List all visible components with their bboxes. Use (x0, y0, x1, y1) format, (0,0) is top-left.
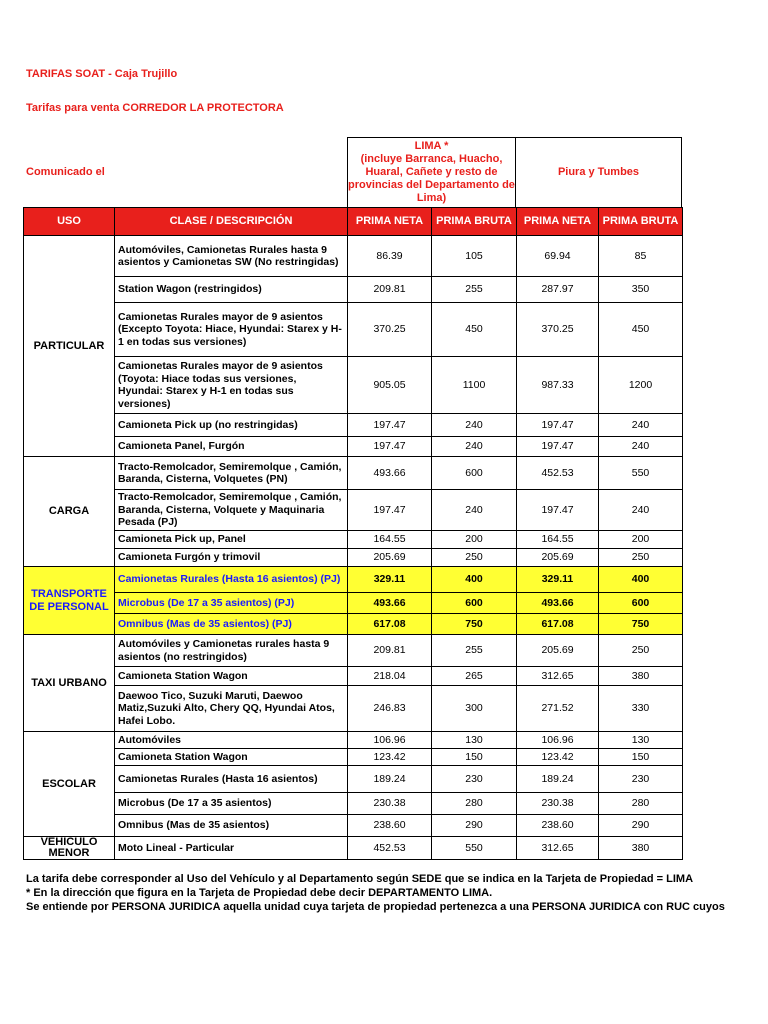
table-row (24, 749, 683, 766)
lima-prima-neta-cell: 230.38 (348, 793, 432, 815)
lima-prima-bruta-cell: 300 (432, 686, 517, 732)
footnote: La tarifa debe corresponder al Uso del Vehículo y al Departamento según SEDE que se indica en la Tarjeta de Propiedad = LIMA (26, 873, 694, 885)
page-subtitle: Tarifas para venta CORREDOR LA PROTECTORA (26, 102, 284, 114)
piura-prima-bruta-cell: 450 (599, 303, 683, 357)
col-header-lima-bruta: PRIMA BRUTA (432, 208, 517, 236)
lima-prima-bruta-cell: 255 (432, 277, 517, 303)
lima-prima-bruta-cell: 150 (432, 749, 517, 766)
desc-cell: Camionetas Rurales (Hasta 16 asientos) (PJ) (115, 567, 348, 593)
lima-prima-bruta-cell: 240 (432, 490, 517, 531)
lima-title: LIMA * (414, 140, 449, 152)
lima-prima-neta-cell: 493.66 (348, 593, 432, 614)
lima-prima-neta-cell: 370.25 (348, 303, 432, 357)
piura-prima-bruta-cell: 380 (599, 837, 683, 860)
lima-prima-bruta-cell: 130 (432, 732, 517, 749)
table-row (24, 614, 683, 635)
lima-prima-bruta-cell: 240 (432, 414, 517, 437)
table-header-row (24, 208, 683, 236)
uso-cell: VEHICULO MENOR (24, 837, 115, 860)
lima-prima-neta-cell: 218.04 (348, 667, 432, 686)
piura-prima-bruta-cell: 750 (599, 614, 683, 635)
desc-cell: Moto Lineal - Particular (115, 837, 348, 860)
footnote: * En la dirección que figura en la Tarjeta de Propiedad debe decir DEPARTAMENTO LIMA. (26, 887, 493, 899)
piura-prima-neta-cell: 312.65 (517, 667, 599, 686)
piura-prima-neta-cell: 106.96 (517, 732, 599, 749)
piura-prima-neta-cell: 617.08 (517, 614, 599, 635)
desc-cell: Microbus (De 17 a 35 asientos) (PJ) (115, 593, 348, 614)
piura-region-header: Piura y Tumbes (516, 137, 682, 207)
piura-prima-neta-cell: 123.42 (517, 749, 599, 766)
desc-cell: Camionetas Rurales (Hasta 16 asientos) (115, 766, 348, 793)
lima-prima-neta-cell: 164.55 (348, 531, 432, 549)
desc-cell: Camioneta Station Wagon (115, 749, 348, 766)
piura-prima-bruta-cell: 400 (599, 567, 683, 593)
footnotes (26, 872, 746, 914)
piura-prima-bruta-cell: 230 (599, 766, 683, 793)
desc-cell: Automóviles y Camionetas rurales hasta 9 asientos (no restringidos) (115, 635, 348, 667)
piura-prima-neta-cell: 230.38 (517, 793, 599, 815)
piura-prima-bruta-cell: 240 (599, 437, 683, 457)
desc-cell: Camionetas Rurales mayor de 9 asientos (Toyota: Hiace todas sus versiones, Hyundai: Starex y H-1 en todas sus versiones) (115, 357, 348, 414)
piura-prima-neta-cell: 987.33 (517, 357, 599, 414)
lima-prima-bruta-cell: 1100 (432, 357, 517, 414)
piura-prima-neta-cell: 493.66 (517, 593, 599, 614)
lima-prima-bruta-cell: 600 (432, 593, 517, 614)
lima-prima-bruta-cell: 290 (432, 815, 517, 837)
lima-prima-neta-cell: 617.08 (348, 614, 432, 635)
table-row (24, 531, 683, 549)
lima-prima-bruta-cell: 255 (432, 635, 517, 667)
col-header-uso: USO (24, 208, 115, 236)
lima-prima-neta-cell: 246.83 (348, 686, 432, 732)
uso-cell: TRANSPORTE DE PERSONAL (24, 567, 115, 635)
desc-cell: Daewoo Tico, Suzuki Maruti, Daewoo Matiz,Suzuki Alto, Chery QQ, Hyundai Atos, Hafei Lobo. (115, 686, 348, 732)
lima-prima-bruta-cell: 200 (432, 531, 517, 549)
lima-prima-neta-cell: 197.47 (348, 437, 432, 457)
table-row (24, 567, 683, 593)
table-row (24, 490, 683, 531)
table-row (24, 593, 683, 614)
table-row (24, 793, 683, 815)
lima-region-header (347, 137, 516, 207)
footnote: Se entiende por PERSONA JURIDICA aquella unidad cuya tarjeta de propiedad pertenezca a una PERSONA JURIDICA con RUC cuyos (26, 901, 725, 913)
lima-prima-bruta-cell: 450 (432, 303, 517, 357)
table-row (24, 437, 683, 457)
desc-cell: Station Wagon (restringidos) (115, 277, 348, 303)
table-row (24, 414, 683, 437)
col-header-piura-neta: PRIMA NETA (517, 208, 599, 236)
lima-prima-bruta-cell: 750 (432, 614, 517, 635)
uso-cell: CARGA (24, 457, 115, 567)
lima-prima-bruta-cell: 250 (432, 549, 517, 567)
piura-prima-bruta-cell: 1200 (599, 357, 683, 414)
lima-prima-bruta-cell: 265 (432, 667, 517, 686)
piura-prima-bruta-cell: 250 (599, 635, 683, 667)
lima-prima-bruta-cell: 600 (432, 457, 517, 490)
piura-prima-neta-cell: 164.55 (517, 531, 599, 549)
desc-cell: Automóviles (115, 732, 348, 749)
desc-cell: Automóviles, Camionetas Rurales hasta 9 asientos y Camionetas SW (No restringidas) (115, 236, 348, 277)
piura-prima-neta-cell: 370.25 (517, 303, 599, 357)
piura-prima-neta-cell: 69.94 (517, 236, 599, 277)
desc-cell: Camioneta Pick up, Panel (115, 531, 348, 549)
piura-prima-neta-cell: 312.65 (517, 837, 599, 860)
desc-cell: Tracto-Remolcador, Semiremolque , Camión, Baranda, Cisterna, Volquete y Maquinaria Pesada (PJ) (115, 490, 348, 531)
desc-cell: Microbus (De 17 a 35 asientos) (115, 793, 348, 815)
piura-prima-bruta-cell: 280 (599, 793, 683, 815)
lima-prima-neta-cell: 209.81 (348, 635, 432, 667)
piura-prima-neta-cell: 197.47 (517, 414, 599, 437)
desc-cell: Tracto-Remolcador, Semiremolque , Camión, Baranda, Cisterna, Volquetes (PN) (115, 457, 348, 490)
table-row (24, 236, 683, 277)
piura-prima-bruta-cell: 150 (599, 749, 683, 766)
table-row (24, 357, 683, 414)
lima-prima-neta-cell: 197.47 (348, 414, 432, 437)
piura-prima-bruta-cell: 240 (599, 414, 683, 437)
table-row (24, 457, 683, 490)
desc-cell: Camioneta Pick up (no restringidas) (115, 414, 348, 437)
table-row (24, 732, 683, 749)
piura-prima-bruta-cell: 550 (599, 457, 683, 490)
piura-prima-bruta-cell: 600 (599, 593, 683, 614)
lima-prima-neta-cell: 452.53 (348, 837, 432, 860)
table-row (24, 635, 683, 667)
lima-prima-neta-cell: 197.47 (348, 490, 432, 531)
table-body (24, 236, 683, 860)
comunicado-label: Comunicado el (26, 166, 105, 178)
lima-subtitle: (incluye Barranca, Huacho, Huaral, Cañete y resto de provincias del Departamento de Lima) (348, 153, 515, 204)
desc-cell: Omnibus (Mas de 35 asientos) (PJ) (115, 614, 348, 635)
page-title: TARIFAS SOAT - Caja Trujillo (26, 68, 178, 80)
table-row (24, 766, 683, 793)
piura-prima-neta-cell: 205.69 (517, 635, 599, 667)
lima-prima-neta-cell: 189.24 (348, 766, 432, 793)
col-header-lima-neta: PRIMA NETA (348, 208, 432, 236)
piura-prima-bruta-cell: 200 (599, 531, 683, 549)
piura-prima-neta-cell: 271.52 (517, 686, 599, 732)
lima-prima-neta-cell: 106.96 (348, 732, 432, 749)
table-row (24, 549, 683, 567)
piura-prima-bruta-cell: 330 (599, 686, 683, 732)
piura-prima-bruta-cell: 290 (599, 815, 683, 837)
col-header-clase: CLASE / DESCRIPCIÓN (115, 208, 348, 236)
piura-prima-neta-cell: 287.97 (517, 277, 599, 303)
piura-prima-bruta-cell: 130 (599, 732, 683, 749)
table-row (24, 837, 683, 860)
uso-cell: PARTICULAR (24, 236, 115, 457)
piura-prima-bruta-cell: 85 (599, 236, 683, 277)
lima-prima-bruta-cell: 280 (432, 793, 517, 815)
lima-prima-bruta-cell: 105 (432, 236, 517, 277)
lima-prima-neta-cell: 493.66 (348, 457, 432, 490)
piura-prima-neta-cell: 452.53 (517, 457, 599, 490)
lima-prima-neta-cell: 905.05 (348, 357, 432, 414)
table-row (24, 686, 683, 732)
uso-cell: ESCOLAR (24, 732, 115, 837)
uso-cell: TAXI URBANO (24, 635, 115, 732)
piura-prima-neta-cell: 197.47 (517, 437, 599, 457)
desc-cell: Camionetas Rurales mayor de 9 asientos (Excepto Toyota: Hiace, Hyundai: Starex y H-1 en todas sus versiones) (115, 303, 348, 357)
piura-prima-bruta-cell: 240 (599, 490, 683, 531)
desc-cell: Camioneta Station Wagon (115, 667, 348, 686)
table-row (24, 815, 683, 837)
desc-cell: Omnibus (Mas de 35 asientos) (115, 815, 348, 837)
col-header-piura-bruta: PRIMA BRUTA (599, 208, 683, 236)
lima-prima-neta-cell: 205.69 (348, 549, 432, 567)
piura-prima-bruta-cell: 350 (599, 277, 683, 303)
lima-prima-bruta-cell: 550 (432, 837, 517, 860)
desc-cell: Camioneta Panel, Furgón (115, 437, 348, 457)
piura-prima-neta-cell: 197.47 (517, 490, 599, 531)
piura-prima-neta-cell: 238.60 (517, 815, 599, 837)
piura-prima-neta-cell: 329.11 (517, 567, 599, 593)
lima-prima-neta-cell: 238.60 (348, 815, 432, 837)
lima-prima-neta-cell: 123.42 (348, 749, 432, 766)
table-row (24, 303, 683, 357)
piura-prima-neta-cell: 189.24 (517, 766, 599, 793)
tarifas-table (23, 207, 683, 860)
lima-prima-neta-cell: 329.11 (348, 567, 432, 593)
desc-cell: Camioneta Furgón y trimovil (115, 549, 348, 567)
lima-prima-bruta-cell: 240 (432, 437, 517, 457)
piura-prima-neta-cell: 205.69 (517, 549, 599, 567)
lima-prima-neta-cell: 86.39 (348, 236, 432, 277)
lima-prima-bruta-cell: 400 (432, 567, 517, 593)
piura-prima-bruta-cell: 380 (599, 667, 683, 686)
piura-prima-bruta-cell: 250 (599, 549, 683, 567)
lima-prima-neta-cell: 209.81 (348, 277, 432, 303)
table-row (24, 277, 683, 303)
lima-prima-bruta-cell: 230 (432, 766, 517, 793)
table-row (24, 667, 683, 686)
